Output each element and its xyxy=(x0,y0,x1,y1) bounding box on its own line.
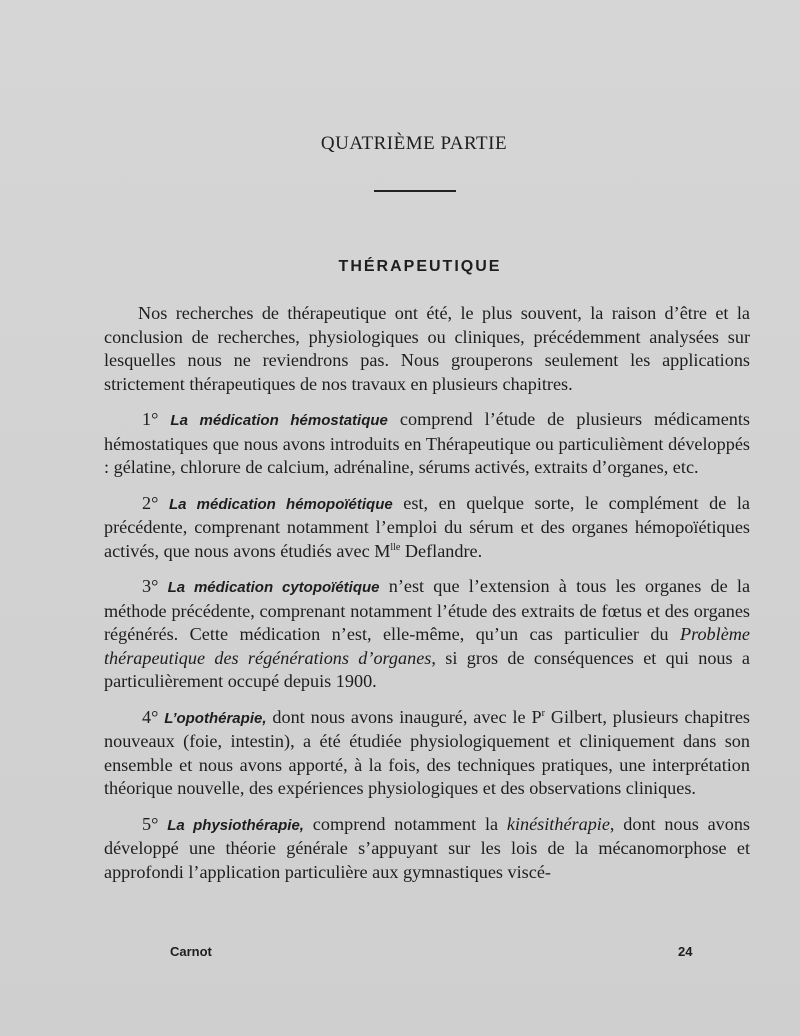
item-italic: kinésithérapie xyxy=(506,813,610,834)
item-label: La médication hémopoïétique xyxy=(168,495,393,513)
item-text: dont nous avons inauguré, avec le P xyxy=(266,706,542,727)
part-title: QUATRIÈME PARTIE xyxy=(320,133,508,154)
running-author: Carnot xyxy=(170,944,212,959)
item-text: comprend l’étude de plusieurs médicaments hémostatiques que nous avons introduits en Thérapeutique ou particulièment développés : gélatine, chlorure de calcium, adrénaline, sérums activés, extraits d’organes, etc. xyxy=(104,409,751,477)
item-paragraph-3 xyxy=(104,575,750,694)
item-text-after: , dont nous avons développé une théorie générale s’appuyant sur les lois de la mécanomorphose et approfondi l’application particulière aux gymnastiques viscé- xyxy=(104,813,751,882)
superscript: r xyxy=(541,707,545,719)
item-number: 4° xyxy=(142,706,159,727)
intro-paragraph: Nos recherches de thérapeutique ont été, le plus souvent, la raison d’être et la conclusion de recherches, physiologiques ou cliniques, précédemment analysées sur lesquelles nous ne reviendrons pas. Nous grouperons seulement les applications strictement thérapeutiques de nos travaux en plusieurs chapitres. xyxy=(104,303,750,394)
item-italic: Problème thérapeutique des régénérations d’organes xyxy=(104,624,750,668)
body-text xyxy=(104,302,750,884)
item-label: La médication cytopoïétique xyxy=(167,579,380,596)
item-text: comprend notamment la xyxy=(303,813,507,834)
item-number: 2° xyxy=(142,492,159,513)
item-text: n’est que l’extension à tous les organes de la méthode précédente, comprenant notamment l’étude des extraits de fœtus et des organes régénérés. Cette médication n’est, elle-même, qu’un cas particulier du xyxy=(104,576,751,644)
item-text-after: , si gros de conséquences et qui nous a particulièrement occupé depuis 1900. xyxy=(104,647,750,691)
item-text-after: Gilbert, plusieurs chapitres nouveaux (foie, intestin), a été étudiée physiologiquement et cliniquement dans son ensemble et nous avons apporté, à la fois, des techniques pratiques, une interprétation théorique nouvelle, des expériences physiologiques et des observations cliniques. xyxy=(104,706,750,798)
item-number: 3° xyxy=(142,576,159,596)
item-paragraph-5 xyxy=(104,813,750,885)
item-paragraph-4 xyxy=(104,706,750,801)
item-number: 5° xyxy=(142,813,159,834)
item-label: L’opothérapie, xyxy=(164,709,267,727)
item-paragraph-1 xyxy=(104,408,750,480)
section-title: THÉRAPEUTIQUE xyxy=(338,258,502,275)
title-rule xyxy=(374,190,456,192)
item-text: est, en quelque sorte, le complément de la précédente, comprenant notamment l’emploi du sérum et des organes hémopoïétiques activés, que nous avons étudiés avec M xyxy=(104,492,750,561)
item-number: 1° xyxy=(142,409,159,429)
item-paragraph-2 xyxy=(104,492,750,564)
superscript: lle xyxy=(390,541,401,553)
page-number: 24 xyxy=(678,944,693,959)
item-label: La physiothérapie, xyxy=(167,816,304,834)
item-label: La médication hémostatique xyxy=(170,412,388,429)
item-text-after: Deflandre. xyxy=(400,540,483,561)
